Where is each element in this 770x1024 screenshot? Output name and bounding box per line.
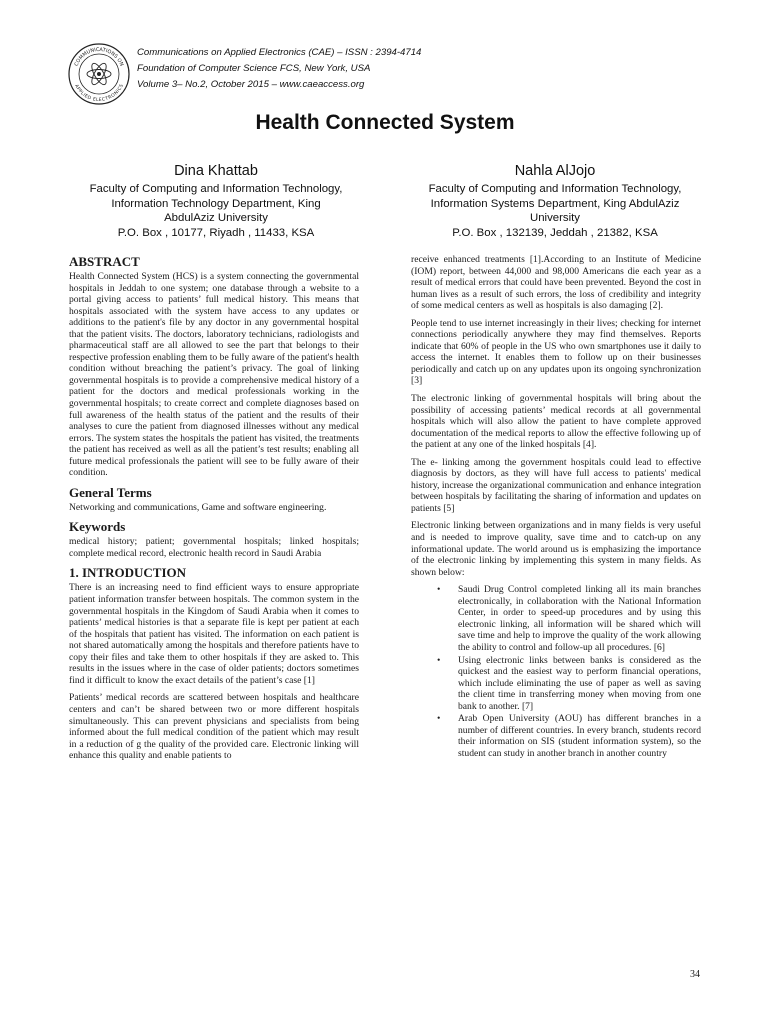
author-affiliation: Information Technology Department, King xyxy=(111,197,321,210)
introduction-paragraph: There is an increasing need to find efficient ways to ensure appropriate patient information transfer between hospitals. The common system in the governmental hospitals in the Kingdom of Saudi Arabia when it comes to patients’ medical histories is that a separate file is kept per patient at each of the hospitals that patient has visited. The information on each patient is not shared automatically among the hospitals and therefore patients have to copy their files and take them to other hospitals if they are asked to. This results in the issues where in the case of older patients; doctors sometimes find it difficult to know the exact details of the patient’s case [1] xyxy=(69,582,359,686)
list-item xyxy=(411,584,701,653)
journal-header xyxy=(67,42,707,104)
general-terms-text: Networking and communications, Game and software engineering. xyxy=(69,501,327,513)
author-name: Nahla AlJojo xyxy=(514,163,596,179)
author-block-2 xyxy=(405,162,705,240)
list-item-text: Saudi Drug Control completed linking all its main branches electronically, in collaboration with the National Information Center, in order to speed-up procedures and by using this electronic linking, all information will be shared which will save time and help to improve the quality of the work allowing the ability to control and follow-up all procedures. [6] xyxy=(458,584,701,653)
left-column xyxy=(69,254,359,768)
body-paragraph: Electronic linking between organizations and in many fields is very useful and is needed to improve quality, save time and to catch-up on any informational update. The world around us is emphasizing the importance of the electronic linking by implementing this system in many fields. As shown below: xyxy=(411,520,701,578)
author-block-1 xyxy=(66,162,366,240)
bullet-icon: • xyxy=(437,584,441,596)
page-number: 34 xyxy=(690,969,700,980)
author-name: Dina Khattab xyxy=(174,163,258,179)
body-paragraph: The electronic linking of governmental hospitals will bring about the possibility of accessing patients’ medical records at all governmental hospitals which will also allow the patient to have complete approved documentation of the medical reports to allow the effective following up of the patient at any one of the linked hospitals [4]. xyxy=(411,393,701,451)
volume-line: Volume 3– No.2, October 2015 – www.caeaccess.org xyxy=(137,79,365,90)
svg-text:COMMUNICATIONS ON: COMMUNICATIONS ON xyxy=(73,46,125,68)
author-address: P.O. Box , 10177, Riyadh , 11433, KSA xyxy=(117,226,315,239)
journal-name-line: Communications on Applied Electronics (CAE) – ISSN : 2394-4714 xyxy=(137,47,422,58)
keywords-text: medical history; patient; governmental hospitals; linked hospitals; complete medical record, electronic health record in Saudi Arabia xyxy=(69,536,359,559)
introduction-heading: 1. INTRODUCTION xyxy=(69,565,187,581)
keywords-heading: Keywords xyxy=(69,519,126,535)
right-column xyxy=(411,254,701,760)
body-paragraph: receive enhanced treatments [1].According to an Institute of Medicine (IOM) report, between 44,000 and 98,000 Americans die each year as a result of medical errors that could have been prevented. Beyond the cost in human lives as a result of such errors, the loss of credibility and integrity of some medical centers as well as hospitals is also damaging [2]. xyxy=(411,254,701,312)
general-terms-heading: General Terms xyxy=(69,484,152,500)
author-address: P.O. Box , 132139, Jeddah , 21382, KSA xyxy=(452,226,658,239)
author-affiliation: AbdulAziz University xyxy=(164,212,268,224)
examples-list xyxy=(411,584,701,759)
abstract-heading: ABSTRACT xyxy=(69,254,140,269)
body-paragraph: People tend to use internet increasingly in their lives; checking for internet connections periodically anywhere they may find themselves. Reports indicate that 60% of people in the US who own smartphones use it daily to access the internet. It enables them to follow up on their businesses periodically and catch up on any updates upon its ongoing synchronization [3] xyxy=(411,317,701,387)
list-item xyxy=(411,713,701,759)
author-affiliation: University xyxy=(529,212,580,224)
publisher-line: Foundation of Computer Science FCS, New York, USA xyxy=(137,63,371,74)
author-affiliation: Faculty of Computing and Information Technology, xyxy=(428,183,682,195)
journal-logo-icon xyxy=(67,42,131,106)
body-paragraph: The e- linking among the government hospitals could lead to effective diagnosis by doctors, as they will have full access to patients' medical history, increase the organizational communication and enhance integration between hospitals by facilitating the sharing of information and updates on patients [5] xyxy=(411,456,701,514)
list-item xyxy=(411,655,701,713)
bullet-icon: • xyxy=(437,654,441,666)
paper-title: Health Connected System xyxy=(255,111,515,134)
list-item-text: Using electronic links between banks is considered as the quickest and the easiest way to perform financial operations, which include eliminating the use of paper as well as saving the client time in transferring money when moving from one bank to another. [7] xyxy=(458,654,701,712)
abstract-text: Health Connected System (HCS) is a system connecting the governmental hospitals in Jeddah to one system; one database through a website to a portal giving access to patients’ full medical history. This means that hospitals associated with the system have access to any updates or additions to the patient's file by any doctor in any governmental hospital that the patient visits. The doctors, laboratory technicians, radiologists and pharmaceutical staff are all allowed to see the part that belongs to their respective profession enabling them to be fully aware of the patient's health condition without breaching the patient’s privacy. The goal of linking governmental hospitals is to provide a comprehensive medical history of a patient for the doctors and medical professionals working in the governmental hospitals; to create correct and complete diagnoses based on full awareness of the health status of the patient and the results of their analyses to cure the patient from diagnosed illnesses without any medical errors. The system states the hospitals the patient has visited, the treatments the patient has received as well as all the patient’s test results; enabling all future medical professionals the patient will see to be fully aware of their condition. xyxy=(69,271,359,479)
svg-text:APPLIED ELECTRONICS: APPLIED ELECTRONICS xyxy=(73,83,125,104)
bullet-icon: • xyxy=(437,713,441,725)
author-affiliation: Information Systems Department, King AbdulAziz xyxy=(430,197,680,210)
introduction-paragraph: Patients’ medical records are scattered between hospitals and healthcare centers and can’t be shared between two or more different hospitals simultaneously. This can prevent physicians and specialists from being informed about the full medical condition of the patient which may result in a reduction of g the quality of the provided care. Electronic linking will enhance this quality and enable patients to xyxy=(69,692,359,762)
author-affiliation: Faculty of Computing and Information Technology, xyxy=(89,183,343,195)
list-item-text: Arab Open University (AOU) has different branches in a number of different countries. In every branch, students record their information on SIS (student information system), so the student can study in another branch in another country xyxy=(458,713,701,759)
